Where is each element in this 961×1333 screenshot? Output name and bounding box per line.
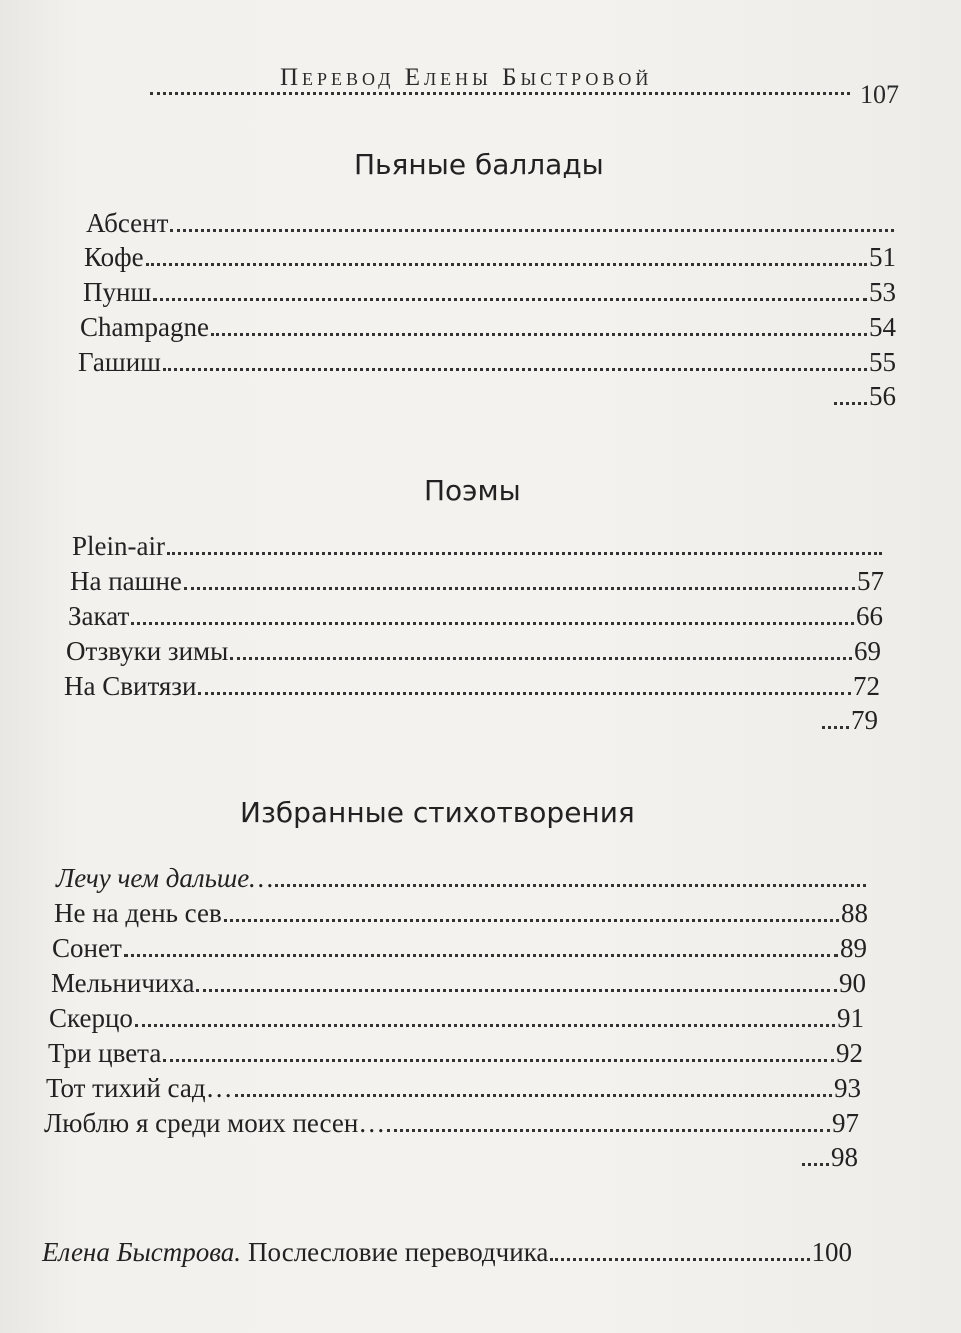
- running-title: Перевод Елены Быстровой: [280, 64, 653, 91]
- header-rule: [150, 92, 850, 95]
- toc-entry-page: 98: [831, 1142, 858, 1172]
- toc-leader: [196, 989, 837, 992]
- section-title: Избранные стихотворения: [240, 796, 635, 829]
- afterword-author: Елена Быстрова.: [42, 1237, 242, 1267]
- toc-entry: [68, 596, 883, 632]
- section-title: Пьяные баллады: [354, 148, 604, 181]
- toc-entry: [49, 998, 864, 1034]
- page-header: [150, 58, 910, 118]
- toc-entry: [83, 272, 896, 308]
- toc-entry-label: На пашне: [70, 566, 182, 596]
- toc-entry-page: 55: [869, 347, 896, 377]
- toc-entry: [64, 666, 880, 702]
- toc-entry: [70, 561, 884, 597]
- toc-entry-label: Люблю я среди моих песен…: [44, 1108, 386, 1138]
- toc-leader: [167, 552, 882, 555]
- toc-entry: [820, 700, 878, 736]
- toc-entry-label: Пунш: [83, 277, 152, 307]
- toc-entry-page: 79: [851, 705, 878, 735]
- toc-entry-label: Тот тихий сад…: [46, 1073, 233, 1103]
- toc-entry: [72, 526, 884, 562]
- toc-entry-label: Сонет: [52, 933, 122, 963]
- afterword-entry: [42, 1232, 852, 1268]
- afterword-page: 100: [811, 1237, 852, 1267]
- toc-entry: [52, 928, 867, 964]
- toc-leader: [198, 692, 851, 695]
- toc-leader: [146, 263, 867, 266]
- toc-entry-page: 66: [856, 601, 883, 631]
- toc-leader: [163, 368, 867, 371]
- page-number: 107: [860, 80, 899, 109]
- toc-entry: [66, 631, 881, 667]
- section-title: Поэмы: [424, 474, 521, 507]
- toc-entry: [84, 237, 896, 273]
- toc-entry-page: 89: [840, 933, 867, 963]
- toc-entry: [80, 307, 896, 343]
- toc-entry-label: Абсент: [86, 208, 169, 238]
- toc-entry: [48, 1033, 863, 1069]
- toc-entry: [800, 1137, 858, 1173]
- toc-entry-label: Champagne: [80, 312, 209, 342]
- toc-entry: [832, 376, 896, 412]
- toc-entry-label: Кофе: [84, 242, 144, 272]
- toc-entry-page: 90: [839, 968, 866, 998]
- toc-entry-page: 53: [869, 277, 896, 307]
- toc-entry: [46, 1068, 861, 1104]
- toc-leader: [802, 1163, 829, 1166]
- toc-leader: [211, 333, 867, 336]
- toc-leader: [135, 1024, 835, 1027]
- toc-leader: [224, 919, 839, 922]
- toc-leader: [230, 657, 852, 660]
- toc-leader: [822, 726, 849, 729]
- toc-entry-label: Гашиш: [78, 347, 161, 377]
- toc-leader: [275, 884, 866, 887]
- toc-entry-label: Скерцо: [49, 1003, 133, 1033]
- afterword-title: Послесловие переводчика: [248, 1237, 549, 1267]
- toc-entry: [54, 893, 868, 929]
- toc-entry-page: 57: [857, 566, 884, 596]
- toc-leader: [387, 1129, 830, 1132]
- toc-entry-label: Не на день сев: [54, 898, 222, 928]
- toc-leader: [834, 402, 867, 405]
- toc-entry: [86, 203, 896, 239]
- toc-entry-page: 93: [834, 1073, 861, 1103]
- toc-entry-label: Три цвета: [48, 1038, 162, 1068]
- toc-leader: [153, 298, 867, 301]
- toc-entry: [44, 1103, 859, 1139]
- toc-entry: [51, 963, 866, 999]
- toc-entry-label: Лечу чем дальше…: [56, 863, 274, 893]
- toc-entry-page: 91: [837, 1003, 864, 1033]
- toc-leader: [124, 954, 838, 957]
- toc-entry-page: 88: [841, 898, 868, 928]
- toc-entry-page: 92: [836, 1038, 863, 1068]
- toc-entry-page: 51: [869, 242, 896, 272]
- toc-leader: [235, 1094, 832, 1097]
- toc-entry-label: На Свитязи: [64, 671, 197, 701]
- toc-entry-page: 97: [832, 1108, 859, 1138]
- toc-entry-label: Мельничиха: [51, 968, 195, 998]
- toc-entry-page: 54: [869, 312, 896, 342]
- toc-entry-page: 56: [869, 381, 896, 411]
- toc-entry-label: Plein-air: [72, 531, 165, 561]
- toc-entry-page: 69: [854, 636, 881, 666]
- toc-leader: [131, 622, 854, 625]
- toc-leader: [550, 1258, 809, 1261]
- toc-entry-label: Закат: [68, 601, 130, 631]
- toc-entry: [78, 342, 896, 378]
- toc-entry: [56, 858, 868, 894]
- toc-entry-label: Отзвуки зимы: [66, 636, 229, 666]
- toc-leader: [163, 1059, 834, 1062]
- toc-leader: [184, 587, 855, 590]
- toc-entry-page: 72: [853, 671, 880, 701]
- toc-leader: [170, 229, 894, 232]
